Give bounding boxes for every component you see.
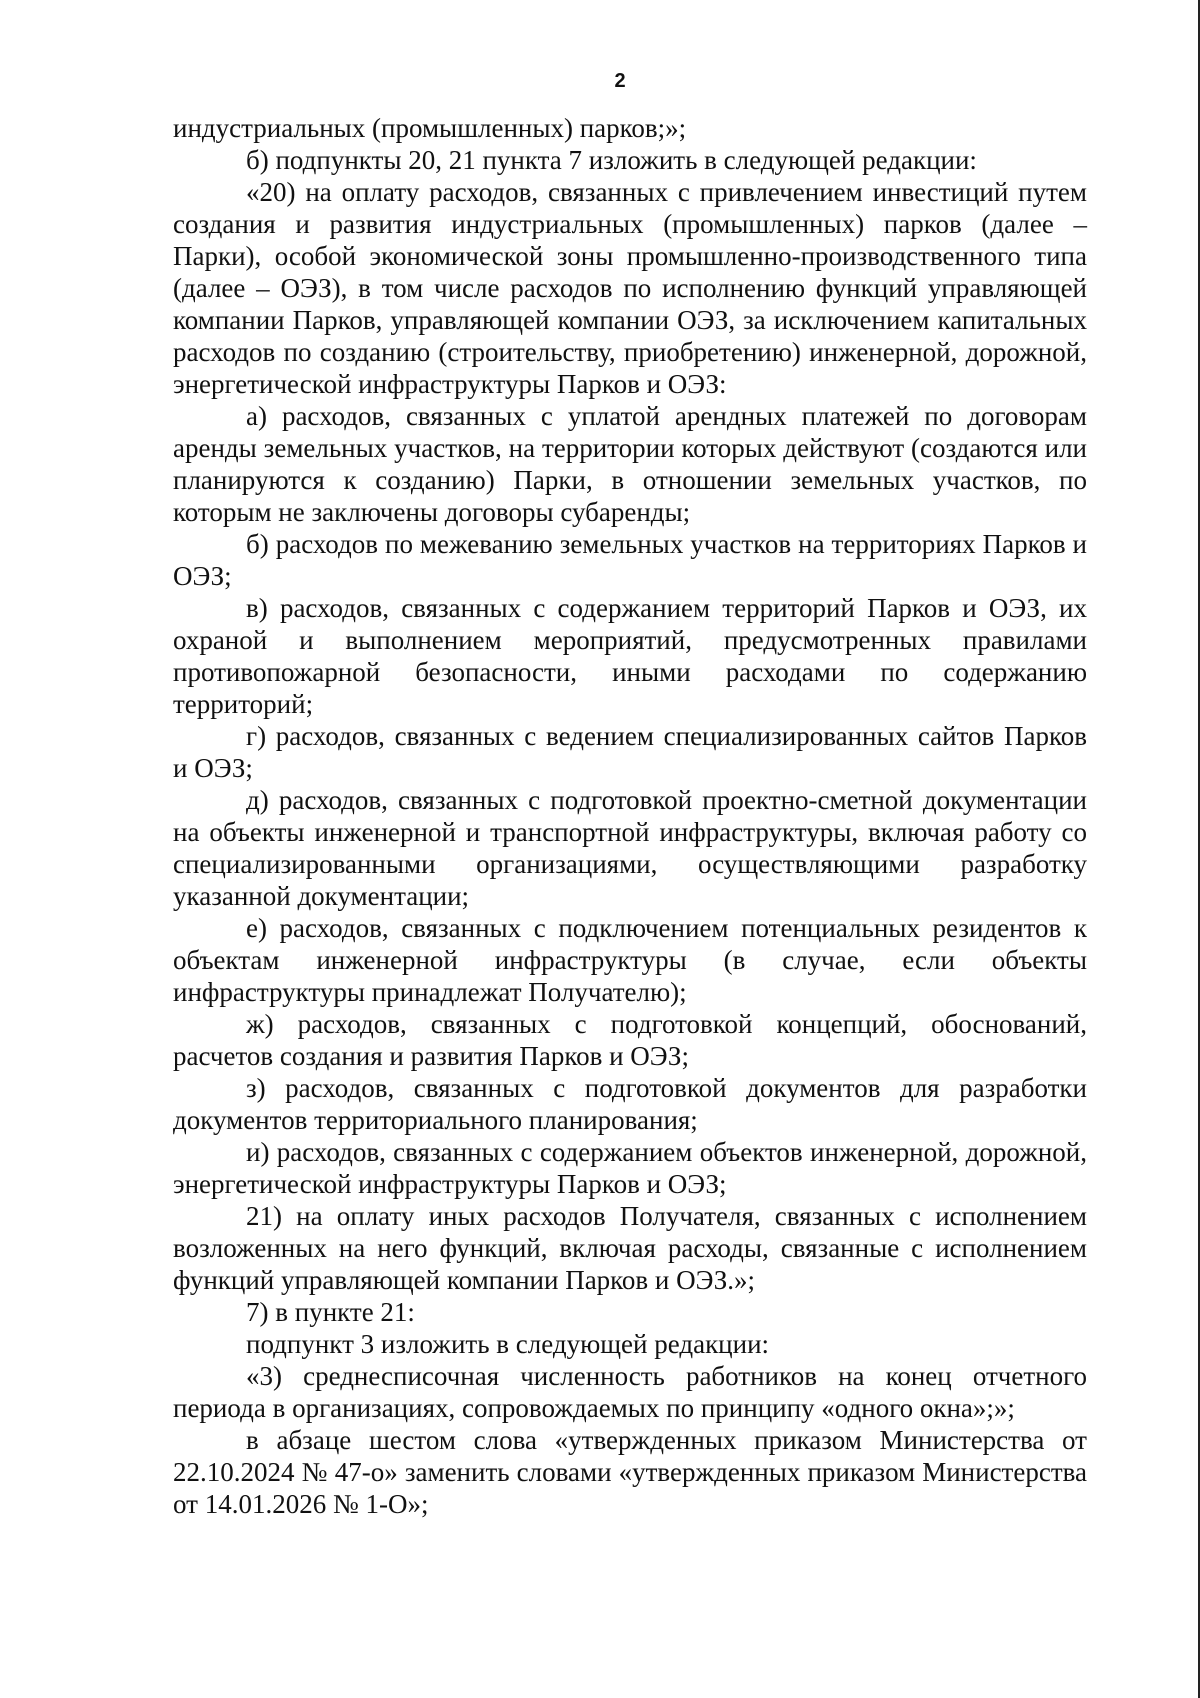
paragraph: б) расходов по межеванию земельных участков на территориях Парков и ОЭЗ; (173, 529, 1087, 591)
paragraph: 21) на оплату иных расходов Получателя, связанных с исполнением возложенных на него функций, включая расходы, связанные с исполнением функций управляющей компании Парков и ОЭЗ.»; (173, 1201, 1087, 1295)
paragraph: б) подпункты 20, 21 пункта 7 изложить в следующей редакции: (246, 145, 977, 175)
paragraph: подпункт 3 изложить в следующей редакции: (246, 1329, 770, 1359)
paragraph: «20) на оплату расходов, связанных с привлечением инвестиций путем создания и развития индустриальных (промышленных) парков (далее – Парки), особой экономической зоны промышленно-производственного типа (далее – ОЭЗ), в том числе расходов по исполнению функций управляющей компании Парков, управляющей компании ОЭЗ, за исключением капитальных расходов по созданию (строительству, приобретению) инженерной, дорожной, энергетической инфраструктуры Парков и ОЭЗ: (173, 177, 1087, 399)
paragraph: и) расходов, связанных с содержанием объектов инженерной, дорожной, энергетической инфраструктуры Парков и ОЭЗ; (173, 1137, 1087, 1199)
paragraph: а) расходов, связанных с уплатой арендных платежей по договорам аренды земельных участков, на территории которых действуют (создаются или планируются к созданию) Парки, в отношении земельных участков, по которым не заключены договоры субаренды; (173, 401, 1087, 527)
paragraph: 7) в пункте 21: (246, 1297, 415, 1327)
paragraph: «3) среднесписочная численность работников на конец отчетного периода в организациях, сопровождаемых по принципу «одного окна»;»; (173, 1361, 1087, 1423)
paragraph: в) расходов, связанных с содержанием территорий Парков и ОЭЗ, их охраной и выполнением мероприятий, предусмотренных правилами противопожарной безопасности, иными расходами по содержанию территорий; (173, 593, 1087, 719)
page-number: 2 (614, 70, 626, 92)
paragraph: в абзаце шестом слова «утвержденных приказом Министерства от 22.10.2024 № 47-о» заменить словами «утвержденных приказом Министерства от 14.01.2026 № 1-О»; (173, 1425, 1087, 1519)
paragraph: д) расходов, связанных с подготовкой проектно-сметной документации на объекты инженерной и транспортной инфраструктуры, включая работу со специализированными организациями, осуществляющими разработку указанной документации; (173, 785, 1087, 911)
paragraph: индустриальных (промышленных) парков;»; (173, 113, 687, 143)
paragraph: е) расходов, связанных с подключением потенциальных резидентов к объектам инженерной инфраструктуры (в случае, если объекты инфраструктуры принадлежат Получателю); (173, 913, 1087, 1007)
paragraph: з) расходов, связанных с подготовкой документов для разработки документов территориального планирования; (173, 1073, 1087, 1135)
paragraph: г) расходов, связанных с ведением специализированных сайтов Парков и ОЭЗ; (173, 721, 1087, 783)
paragraph: ж) расходов, связанных с подготовкой концепций, обоснований, расчетов создания и развития Парков и ОЭЗ; (173, 1009, 1087, 1071)
document-body (173, 112, 1087, 1520)
